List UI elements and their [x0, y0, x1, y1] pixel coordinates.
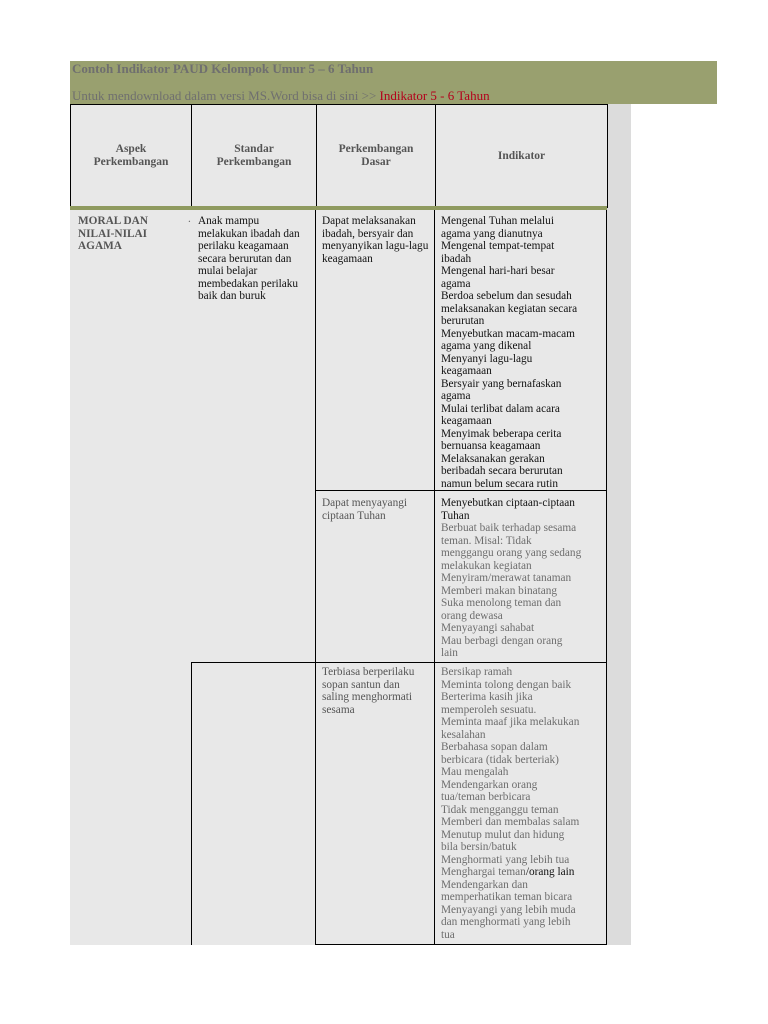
indikator-line: Mulai terlibat dalam acara [441, 402, 560, 415]
indikator-line: Menyiram/merawat tanaman [441, 572, 572, 584]
aspek-cell: MORAL DAN NILAI-NILAI AGAMA [78, 215, 148, 252]
indikator-line: beribadah secara berurutan [441, 465, 563, 477]
header-separator [70, 206, 607, 210]
indikator-line: melaksanakan kegiatan secara [441, 302, 578, 315]
indikator-line-fragment: /orang lain [525, 866, 575, 878]
indikator-line: keagamaan [441, 415, 492, 427]
dasar-cell-3: Terbiasa berperilaku sopan santun dan saling menghormati sesama [322, 666, 415, 716]
indikator-line: berurutan [441, 315, 485, 327]
indikator-line: agama [441, 277, 471, 290]
indikator-line: Menghargai teman/orang lain [441, 866, 575, 878]
grid-line [315, 210, 316, 945]
col-header-standar-label: Standar Perkembangan [216, 143, 292, 168]
indikator-line: bernuansa keagamaan [441, 440, 541, 452]
indikator-line: agama yang dianutnya [441, 227, 543, 240]
indikator-line: menggangu orang yang sedang [441, 547, 582, 559]
indikator-line: Menyayangi yang lebih muda [441, 903, 576, 916]
indikator-line: teman. Misal: Tidak [441, 534, 532, 547]
indikator-line: Bersikap ramah [441, 666, 513, 678]
indikator-line: Menutup mulut dan hidung [441, 828, 565, 841]
indikator-line: Tuhan [441, 509, 470, 522]
indikator-line: Menyayangi sahabat [441, 622, 535, 634]
grid-line [606, 210, 607, 945]
indikator-line: Menyanyi lagu-lagu [441, 352, 533, 365]
indikator-line: Berbuat baik terhadap sesama [441, 522, 577, 534]
standar-cell: Anak mampu melakukan ibadah dan perilaku keagamaan secara berurutan dan mulai belajar membedakan perilaku baik dan buruk [198, 215, 300, 302]
indikator-line: lain [441, 647, 458, 659]
indikator-line: Melaksanakan gerakan [441, 452, 545, 465]
indikator-line: Mengenal tempat-tempat [441, 240, 555, 252]
indikator-line: agama [441, 390, 471, 402]
indikator-line: Mau mengalah [441, 766, 509, 778]
indikator-line: Berbahasa sopan dalam [441, 741, 548, 753]
indikator-cell-1 [441, 215, 605, 490]
col-header-aspek [70, 104, 192, 208]
col-header-standar [191, 104, 317, 208]
indikator-line: Berdoa sebelum dan sesudah [441, 290, 572, 302]
col-header-aspek-label: Aspek Perkembangan [93, 143, 169, 168]
indikator-line: berbicara (tidak berteriak) [441, 753, 559, 766]
indikator-line: Menyebutkan macam-macam [441, 327, 575, 340]
indikator-line: tua [441, 928, 455, 941]
col-header-indikator [435, 104, 608, 208]
indikator-line: dan menghormati yang lebih [441, 916, 571, 928]
indikator-line: Memberi dan membalas salam [441, 816, 580, 828]
indikator-line: Mengenal hari-hari besar [441, 265, 555, 277]
col-header-dasar [316, 104, 436, 208]
col-header-indikator-label: Indikator [497, 149, 546, 162]
indikator-line: Menyimak beberapa cerita [441, 427, 562, 440]
indikator-line: Mendengarkan dan [441, 878, 528, 891]
indikator-line: Menyebutkan ciptaan-ciptaan [441, 497, 575, 509]
grid-line [315, 944, 607, 945]
indikator-cell-3 [441, 666, 605, 941]
indikator-line: memperhatikan teman bicara [441, 891, 573, 903]
indikator-line: memperoleh sesuatu. [441, 703, 537, 716]
indikator-line: Meminta maaf jika melakukan [441, 716, 580, 728]
indikator-line: Bersyair yang bernafaskan [441, 377, 562, 390]
indikator-line: ibadah [441, 252, 472, 265]
dasar-cell-1: Dapat melaksanakan ibadah, bersyair dan menyanyikan lagu-lagu keagamaan [322, 215, 429, 265]
indikator-line: melakukan kegiatan [441, 559, 532, 572]
indikator-line: Suka menolong teman dan [441, 597, 562, 609]
grid-line [315, 490, 607, 491]
download-note-text: Untuk mendownload dalam versi MS.Word bisa di sini >> [72, 88, 380, 103]
indikator-line: bila bersin/batuk [441, 841, 517, 853]
indikator-line: Menghormati yang lebih tua [441, 853, 570, 866]
indikator-line: Mendengarkan orang [441, 778, 538, 791]
grid-line [191, 662, 192, 945]
indikator-line: agama yang dikenal [441, 340, 532, 352]
indikator-line: Meminta tolong dengan baik [441, 678, 572, 691]
indikator-line: Mau berbagi dengan orang [441, 634, 563, 647]
download-link[interactable]: Indikator 5 - 6 Tahun [379, 88, 490, 103]
cell-dot: . [188, 213, 191, 225]
col-header-dasar-label: Perkembangan Dasar [338, 143, 414, 168]
indikator-line: namun belum secara rutin [441, 477, 559, 490]
indikator-line: Tidak mengganggu teman [441, 803, 559, 816]
indikator-line: kesalahan [441, 728, 486, 741]
download-note [72, 88, 490, 104]
page-title: Contoh Indikator PAUD Kelompok Umur 5 – 6 Tahun [72, 61, 374, 76]
indikator-line: Mengenal Tuhan melalui [441, 215, 554, 227]
grid-line [434, 210, 435, 945]
table-side-strip [607, 104, 631, 945]
indikator-cell-2 [441, 497, 605, 660]
grid-line [191, 662, 607, 663]
dasar-cell-2: Dapat menyayangi ciptaan Tuhan [322, 497, 408, 522]
indikator-line: tua/teman berbicara [441, 791, 531, 803]
indikator-line: Memberi makan binatang [441, 584, 558, 597]
indikator-line: orang dewasa [441, 609, 503, 622]
indikator-line: keagamaan [441, 365, 492, 377]
indikator-line: Berterima kasih jika [441, 691, 533, 703]
